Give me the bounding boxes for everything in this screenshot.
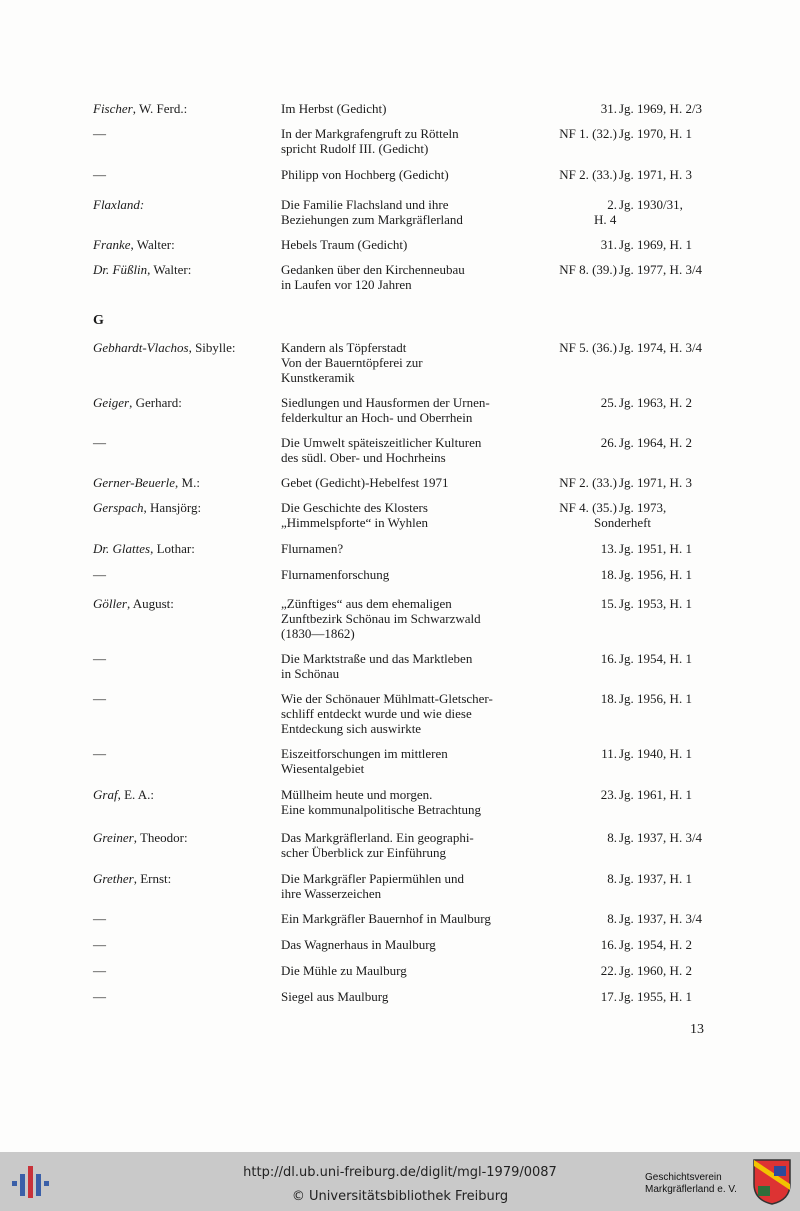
author-surname: Dr. Füßlin	[93, 262, 148, 277]
volume-number: 23.	[600, 787, 617, 802]
entry-title	[281, 435, 536, 465]
entry-author	[93, 651, 278, 666]
entry-title	[281, 500, 536, 530]
entry-title	[281, 746, 536, 776]
title-line: „Zünftiges“ aus dem ehemaligen	[281, 596, 452, 611]
author-surname: Greiner	[93, 830, 134, 845]
volume-year-issue: Jg. 1954, H. 1	[619, 651, 692, 666]
author-given-name: —	[93, 746, 106, 761]
entry-author	[93, 937, 278, 952]
volume-number: NF 8. (39.)	[559, 262, 617, 277]
title-line: in Schönau	[281, 666, 340, 681]
entry-title	[281, 787, 536, 817]
title-line: Kunstkeramik	[281, 370, 355, 385]
volume-year-issue: Jg. 1969, H. 1	[619, 237, 692, 252]
title-line: Hebels Traum (Gedicht)	[281, 237, 408, 252]
title-line: Wiesentalgebiet	[281, 761, 365, 776]
volume-year-issue: Jg. 1956, H. 1	[619, 691, 692, 706]
title-line: Das Wagnerhaus in Maulburg	[281, 937, 436, 952]
volume-number: 31.	[600, 101, 617, 116]
title-line: „Himmelspforte“ in Wyhlen	[281, 515, 428, 530]
title-line: Von der Bauerntöpferei zur	[281, 355, 423, 370]
volume-year-issue: Jg. 1974, H. 3/4	[619, 340, 703, 355]
footer-bar	[0, 1152, 800, 1211]
title-line: Entdeckung sich auswirkte	[281, 721, 422, 736]
section-letter: G	[93, 313, 104, 328]
entry-author	[93, 340, 278, 355]
entry-author	[93, 475, 278, 490]
entry-author	[93, 126, 278, 141]
title-line: Die Geschichte des Klosters	[281, 500, 428, 515]
volume-number: 16.	[600, 937, 617, 952]
entry-title	[281, 651, 536, 681]
title-line: Zunftbezirk Schönau im Schwarzwald	[281, 611, 481, 626]
entry-title	[281, 126, 536, 156]
title-line: Flurnamen?	[281, 541, 344, 556]
author-given-name: , W. Ferd.:	[132, 101, 188, 116]
volume-year-issue: Jg. 1960, H. 2	[619, 963, 692, 978]
author-given-name: , E. A.:	[117, 787, 155, 802]
volume-number: 8.	[607, 830, 617, 845]
entry-author	[93, 596, 278, 611]
volume-number: 17.	[600, 989, 617, 1004]
author-given-name: , Walter:	[147, 262, 192, 277]
author-given-name: , Lothar:	[150, 541, 195, 556]
title-line: Die Marktstraße und das Marktleben	[281, 651, 473, 666]
entry-title	[281, 989, 536, 1004]
entry-author	[93, 435, 278, 450]
volume-year-issue: Jg. 1954, H. 2	[619, 937, 692, 952]
entry-author	[93, 541, 278, 556]
volume-number: 13.	[600, 541, 617, 556]
author-surname: Gerspach	[93, 500, 144, 515]
author-given-name: —	[93, 651, 106, 666]
volume-number: 31.	[600, 237, 617, 252]
author-given-name: , Ernst:	[133, 871, 172, 886]
entry-author	[93, 167, 278, 182]
author-given-name: —	[93, 167, 106, 182]
title-line: in Laufen vor 120 Jahren	[281, 277, 412, 292]
author-surname: Flaxland:	[93, 197, 145, 212]
copyright-notice: © Universitätsbibliothek Freiburg	[291, 1189, 509, 1204]
volume-number: 26.	[600, 435, 617, 450]
volume-year-issue: Jg. 1977, H. 3/4	[619, 262, 703, 277]
entry-author	[93, 989, 278, 1004]
volume-year-issue: Jg. 1969, H. 2/3	[619, 101, 703, 116]
volume-issue-continued: Sonderheft	[594, 515, 652, 530]
author-surname: Geiger	[93, 395, 130, 410]
author-given-name: —	[93, 435, 106, 450]
entry-title	[281, 101, 536, 116]
entry-title	[281, 262, 536, 292]
title-line: schliff entdeckt wurde und wie diese	[281, 706, 472, 721]
entry-title	[281, 830, 536, 860]
title-line: des südl. Ober- und Hochrheins	[281, 450, 446, 465]
title-line: Die Umwelt späteiszeitlicher Kulturen	[281, 435, 482, 450]
entry-title	[281, 541, 536, 556]
title-line: Die Familie Flachsland und ihre	[281, 197, 449, 212]
volume-year-issue: Jg. 1973,	[619, 500, 667, 515]
author-surname: Fischer	[93, 101, 133, 116]
entry-title	[281, 340, 536, 385]
society-name-line1: Geschichtsverein	[645, 1172, 722, 1183]
title-line: In der Markgrafengruft zu Rötteln	[281, 126, 459, 141]
title-line: Die Mühle zu Maulburg	[281, 963, 407, 978]
entry-title	[281, 691, 536, 736]
author-surname: Graf	[93, 787, 118, 802]
title-line: Kandern als Töpferstadt	[281, 340, 407, 355]
entry-title	[281, 963, 536, 978]
entry-author	[93, 395, 278, 410]
entry-author	[93, 197, 278, 212]
title-line: spricht Rudolf III. (Gedicht)	[281, 141, 429, 156]
volume-number: NF 1. (32.)	[559, 126, 617, 141]
author-given-name: , Hansjörg:	[143, 500, 202, 515]
entry-author	[93, 237, 278, 252]
volume-number: NF 2. (33.)	[559, 475, 617, 490]
entry-author	[93, 830, 278, 845]
entry-title	[281, 567, 536, 582]
entry-author	[93, 787, 278, 802]
volume-number: 8.	[607, 911, 617, 926]
entry-author	[93, 746, 278, 761]
volume-year-issue: Jg. 1937, H. 1	[619, 871, 692, 886]
entry-title	[281, 937, 536, 952]
title-line: Wie der Schönauer Mühlmatt-Gletscher-	[281, 691, 493, 706]
author-given-name: , Theodor:	[133, 830, 188, 845]
title-line: Gedanken über den Kirchenneubau	[281, 262, 465, 277]
author-given-name: —	[93, 911, 106, 926]
volume-year-issue: Jg. 1937, H. 3/4	[619, 830, 703, 845]
title-line: Müllheim heute und morgen.	[281, 787, 433, 802]
title-line: Flurnamenforschung	[281, 567, 390, 582]
volume-number: 25.	[600, 395, 617, 410]
author-given-name: —	[93, 989, 106, 1004]
author-given-name: , M.:	[175, 475, 200, 490]
volume-number: NF 5. (36.)	[559, 340, 617, 355]
author-surname: Grether	[93, 871, 134, 886]
volume-number: NF 2. (33.)	[559, 167, 617, 182]
volume-number: 18.	[600, 691, 617, 706]
author-given-name: —	[93, 567, 106, 582]
volume-year-issue: Jg. 1963, H. 2	[619, 395, 692, 410]
author-given-name: —	[93, 126, 106, 141]
author-surname: Gerner-Beuerle	[93, 475, 176, 490]
title-line: Das Markgräflerland. Ein geographi-	[281, 830, 474, 845]
volume-year-issue: Jg. 1955, H. 1	[619, 989, 692, 1004]
title-line: Ein Markgräfler Bauernhof in Maulburg	[281, 911, 491, 926]
title-line: felderkultur an Hoch- und Oberrhein	[281, 410, 473, 425]
entry-title	[281, 197, 536, 227]
title-line: Philipp von Hochberg (Gedicht)	[281, 167, 449, 182]
title-line: Siedlungen und Hausformen der Urnen-	[281, 395, 490, 410]
entry-author	[93, 871, 278, 886]
source-url[interactable]: http://dl.ub.uni-freiburg.de/diglit/mgl-1979/0087	[243, 1165, 557, 1180]
title-line: Im Herbst (Gedicht)	[281, 101, 387, 116]
entry-title	[281, 596, 536, 641]
volume-number: 8.	[607, 871, 617, 886]
title-line: scher Überblick zur Einführung	[281, 845, 446, 860]
author-surname: Dr. Glattes	[93, 541, 151, 556]
volume-number: 18.	[600, 567, 617, 582]
entry-author	[93, 691, 278, 706]
author-given-name: —	[93, 963, 106, 978]
author-given-name: —	[93, 937, 106, 952]
volume-number: NF 4. (35.)	[559, 500, 617, 515]
entry-title	[281, 871, 536, 901]
society-name-line2: Markgräflerland e. V.	[645, 1184, 737, 1195]
author-given-name: , Gerhard:	[129, 395, 182, 410]
volume-year-issue: Jg. 1971, H. 3	[619, 475, 692, 490]
entry-author	[93, 911, 278, 926]
page-number: 13	[690, 1022, 704, 1037]
author-surname: Gebhardt-Vlachos	[93, 340, 189, 355]
author-given-name: , August:	[126, 596, 174, 611]
volume-year-issue: Jg. 1964, H. 2	[619, 435, 692, 450]
author-surname: Franke	[93, 237, 131, 252]
volume-number: 11.	[601, 746, 617, 761]
volume-number: 16.	[600, 651, 617, 666]
entry-title	[281, 167, 536, 182]
entry-author	[93, 262, 278, 277]
volume-year-issue: Jg. 1930/31,	[619, 197, 683, 212]
coat-of-arms-icon	[752, 1158, 792, 1206]
entry-author	[93, 500, 278, 515]
entry-title	[281, 395, 536, 425]
volume-year-issue: Jg. 1951, H. 1	[619, 541, 692, 556]
entry-author	[93, 963, 278, 978]
volume-year-issue: Jg. 1937, H. 3/4	[619, 911, 703, 926]
volume-year-issue: Jg. 1953, H. 1	[619, 596, 692, 611]
volume-year-issue: Jg. 1940, H. 1	[619, 746, 692, 761]
title-line: Beziehungen zum Markgräflerland	[281, 212, 463, 227]
title-line: Eine kommunalpolitische Betrachtung	[281, 802, 482, 817]
volume-year-issue: Jg. 1971, H. 3	[619, 167, 692, 182]
title-line: Die Markgräfler Papiermühlen und	[281, 871, 465, 886]
volume-issue-continued: H. 4	[594, 212, 617, 227]
title-line: (1830—1862)	[281, 626, 355, 641]
volume-year-issue: Jg. 1961, H. 1	[619, 787, 692, 802]
title-line: Siegel aus Maulburg	[281, 989, 389, 1004]
author-given-name: —	[93, 691, 106, 706]
title-line: Eiszeitforschungen im mittleren	[281, 746, 448, 761]
entry-author	[93, 567, 278, 582]
entry-title	[281, 475, 536, 490]
volume-year-issue: Jg. 1970, H. 1	[619, 126, 692, 141]
author-given-name: , Sibylle:	[188, 340, 236, 355]
title-line: ihre Wasserzeichen	[281, 886, 382, 901]
volume-number: 22.	[600, 963, 617, 978]
volume-year-issue: Jg. 1956, H. 1	[619, 567, 692, 582]
volume-number: 15.	[600, 596, 617, 611]
author-surname: Göller	[93, 596, 127, 611]
society-name	[645, 1172, 737, 1196]
entry-title	[281, 911, 536, 926]
title-line: Gebet (Gedicht)-Hebelfest 1971	[281, 475, 449, 490]
author-given-name: , Walter:	[130, 237, 175, 252]
entry-title	[281, 237, 536, 252]
volume-number: 2.	[607, 197, 617, 212]
entry-author	[93, 101, 278, 116]
